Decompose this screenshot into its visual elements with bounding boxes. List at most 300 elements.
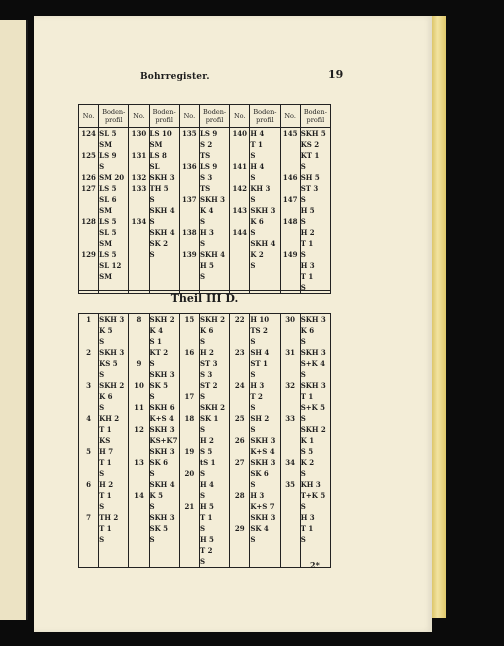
boring-number xyxy=(129,435,148,446)
profile-line: K+S 4 xyxy=(149,414,174,423)
boring-number: 23 xyxy=(234,348,245,357)
boring-number xyxy=(79,369,98,380)
soil-profiles xyxy=(99,128,129,294)
profile-line: SKH 3 xyxy=(300,348,326,357)
boring-number: 31 xyxy=(285,348,296,357)
profile-line: SH 2 xyxy=(250,414,270,423)
header-bodenprofil: Boden- profil xyxy=(149,105,179,128)
profile-line: S xyxy=(99,370,105,379)
profile-line: S xyxy=(199,239,205,248)
profile-line: LS 5 xyxy=(99,250,117,259)
boring-number xyxy=(281,369,300,380)
boring-number: 135 xyxy=(182,129,197,138)
profile-line: S xyxy=(99,469,105,478)
profile-line: SKH 3 xyxy=(99,315,125,324)
boring-number: 130 xyxy=(131,129,147,138)
boring-number xyxy=(129,446,148,457)
boring-number xyxy=(230,479,249,490)
boring-number xyxy=(79,271,98,282)
boring-number xyxy=(79,194,98,205)
boring-number xyxy=(180,523,199,534)
profile-line: H 3 xyxy=(250,491,265,500)
boring-number xyxy=(230,139,249,150)
boring-number xyxy=(180,435,199,446)
profile-line: S xyxy=(300,414,306,423)
profile-line: S 5 xyxy=(199,447,213,456)
profile-line: K 2 xyxy=(250,250,264,259)
profile-line: H 2 xyxy=(300,228,315,237)
boring-number: 20 xyxy=(184,469,195,478)
profile-line: S xyxy=(300,195,306,204)
boring-number: 8 xyxy=(136,315,142,324)
boring-number: 139 xyxy=(182,250,197,259)
profile-line: S xyxy=(149,469,155,478)
profile-line: H 7 xyxy=(99,447,114,456)
boring-number: 5 xyxy=(86,447,92,456)
profile-line: K+S 7 xyxy=(250,502,275,511)
table-body-row xyxy=(79,128,331,294)
boring-number: 9 xyxy=(136,359,142,368)
boring-number xyxy=(230,402,249,413)
profile-line: LS 5 xyxy=(99,184,117,193)
profile-line: K 4 xyxy=(149,326,163,335)
profile-line: S xyxy=(199,337,205,346)
boring-numbers xyxy=(280,128,300,294)
boring-number xyxy=(230,358,249,369)
boring-number xyxy=(79,358,98,369)
profile-line: K 5 xyxy=(149,491,163,500)
profile-line: T 2 xyxy=(250,392,263,401)
profile-line: SKH 3 xyxy=(149,425,175,434)
profile-line: S xyxy=(99,337,105,346)
profile-line: SM xyxy=(99,239,112,248)
profile-line: S xyxy=(300,217,306,226)
boring-number: 30 xyxy=(285,315,296,324)
boring-number: 10 xyxy=(134,381,144,390)
profile-line: SK 5 xyxy=(149,381,168,390)
boring-numbers xyxy=(129,314,149,568)
boring-number xyxy=(180,183,199,194)
profile-line: SKH 2 xyxy=(149,315,175,324)
boring-number xyxy=(230,249,249,260)
boring-number: 126 xyxy=(81,173,96,182)
boring-number xyxy=(129,325,148,336)
boring-number xyxy=(230,216,249,227)
boring-number: 2 xyxy=(86,348,92,357)
profile-line: S xyxy=(149,195,155,204)
boring-number xyxy=(281,435,300,446)
profile-line: S xyxy=(149,217,155,226)
profile-line: SKH 3 xyxy=(250,206,276,215)
soil-profiles xyxy=(149,128,179,294)
boring-numbers xyxy=(79,314,99,568)
profile-line: K 4 xyxy=(199,206,214,215)
boring-number xyxy=(79,523,98,534)
profile-line: SH 4 xyxy=(250,348,270,357)
profile-line: LS 8 xyxy=(149,151,167,160)
profile-line: S xyxy=(250,195,256,204)
profile-line: SK 5 xyxy=(149,524,168,533)
soil-profiles xyxy=(149,314,179,568)
profile-line: SM xyxy=(149,140,163,149)
boring-number xyxy=(79,490,98,501)
profile-line: H 5 xyxy=(199,261,214,270)
profile-line: SKH 4 xyxy=(199,250,225,259)
profile-line: S 3 xyxy=(199,173,213,182)
profile-line: K+S 4 xyxy=(250,447,275,456)
profile-line: S xyxy=(199,491,205,500)
boring-number xyxy=(79,468,98,479)
boring-number: 29 xyxy=(234,524,245,533)
profile-line: SKH 2 xyxy=(300,425,326,434)
profile-line: ST 3 xyxy=(300,184,319,193)
boring-number xyxy=(281,139,300,150)
profile-line: T 1 xyxy=(300,392,314,401)
boring-number xyxy=(180,172,199,183)
profile-line: S 3 xyxy=(199,370,213,379)
boring-number xyxy=(129,501,148,512)
boring-number: 129 xyxy=(81,250,96,259)
profile-line: S xyxy=(99,535,105,544)
boring-number xyxy=(281,424,300,435)
profile-line: S xyxy=(300,370,306,379)
boring-number xyxy=(79,139,98,150)
profile-line: SKH 3 xyxy=(149,173,175,182)
profile-line: SKH 3 xyxy=(300,315,326,324)
profile-line: SKH 4 xyxy=(250,239,276,248)
boring-number xyxy=(230,172,249,183)
boring-number xyxy=(129,468,148,479)
boring-numbers xyxy=(129,128,149,294)
boring-number xyxy=(230,534,249,545)
profile-line: SK 6 xyxy=(149,458,168,467)
profile-line: T 1 xyxy=(99,491,112,500)
facing-page-edge xyxy=(0,20,28,620)
boring-number xyxy=(129,161,148,172)
boring-number: 147 xyxy=(282,195,298,204)
profile-line: SK 1 xyxy=(199,414,219,423)
boring-number xyxy=(129,238,148,249)
profile-line: T 1 xyxy=(300,272,314,281)
boring-number xyxy=(281,402,300,413)
profile-line: K 6 xyxy=(250,217,264,226)
profile-line: SKH 3 xyxy=(99,348,125,357)
profile-line: S xyxy=(99,502,105,511)
soil-profiles xyxy=(199,128,229,294)
profile-line: SM xyxy=(99,272,112,281)
profile-line: S 5 xyxy=(300,447,314,456)
boring-number xyxy=(180,336,199,347)
boring-number xyxy=(129,336,148,347)
profile-line: SKH 5 xyxy=(300,129,326,138)
profile-line: SK 2 xyxy=(149,239,168,248)
boring-number: 17 xyxy=(184,392,195,401)
page-number: 19 xyxy=(328,68,344,81)
boring-number xyxy=(230,468,249,479)
boring-number xyxy=(129,347,148,358)
profile-line: KS 2 xyxy=(300,140,320,149)
boring-number xyxy=(129,512,148,523)
boring-number: 22 xyxy=(234,315,245,324)
boring-number: 136 xyxy=(182,162,197,171)
profile-line: T 1 xyxy=(300,239,314,248)
profile-line: S xyxy=(199,392,205,401)
profile-line: H 2 xyxy=(99,480,114,489)
profile-line: KH 2 xyxy=(99,414,120,423)
profile-line: S xyxy=(250,173,256,182)
boring-number: 11 xyxy=(134,403,144,412)
boring-number: 137 xyxy=(182,195,197,204)
boring-number xyxy=(230,238,249,249)
boring-number: 12 xyxy=(134,425,144,434)
profile-line: H 5 xyxy=(199,535,214,544)
profile-line: S xyxy=(250,425,256,434)
profile-line: SKH 3 xyxy=(250,436,276,445)
profile-line: LS 10 xyxy=(149,129,172,138)
profile-line: S xyxy=(149,250,155,259)
profile-line: SKH 4 xyxy=(149,480,175,489)
header-no: No. xyxy=(230,105,250,128)
profile-line: TS xyxy=(199,184,211,193)
boring-number xyxy=(79,205,98,216)
boring-number xyxy=(281,391,300,402)
profile-line: S xyxy=(300,535,306,544)
boring-number xyxy=(129,205,148,216)
boring-number xyxy=(230,424,249,435)
boring-number xyxy=(79,435,98,446)
profile-line: SL 5 xyxy=(99,129,117,138)
sheet-signature: 2* xyxy=(310,560,320,570)
boring-number xyxy=(180,139,199,150)
boring-number: 142 xyxy=(232,184,248,193)
boring-number xyxy=(180,402,199,413)
profile-line: T 1 xyxy=(199,513,213,522)
boring-numbers xyxy=(230,128,250,294)
boring-number xyxy=(281,358,300,369)
soil-profiles xyxy=(250,314,280,568)
profile-line: S xyxy=(250,337,256,346)
boring-number: 13 xyxy=(134,458,144,467)
profile-line: SKH 3 xyxy=(250,458,276,467)
boring-number xyxy=(180,216,199,227)
profile-line: K 5 xyxy=(99,326,113,335)
profile-line: K 2 xyxy=(300,458,315,467)
boring-number xyxy=(79,260,98,271)
profile-line: LS 9 xyxy=(199,162,218,171)
profile-line: K 1 xyxy=(300,436,315,445)
profile-line: KH 3 xyxy=(250,184,271,193)
boring-number xyxy=(230,369,249,380)
profile-line: T 1 xyxy=(250,140,263,149)
profile-line: S xyxy=(300,250,306,259)
boring-numbers xyxy=(280,314,300,568)
boring-number: 133 xyxy=(131,184,147,193)
boring-number: 1 xyxy=(86,315,92,324)
profile-line: SM xyxy=(99,140,112,149)
profile-line: LS 9 xyxy=(199,129,218,138)
boring-number xyxy=(230,391,249,402)
boring-number: 131 xyxy=(131,151,147,160)
boring-number: 146 xyxy=(282,173,298,182)
profile-line: SM xyxy=(99,206,112,215)
soil-profiles xyxy=(250,128,280,294)
header-no: No. xyxy=(79,105,99,128)
running-head: Bohrregister. xyxy=(140,72,210,82)
profile-line: H 10 xyxy=(250,315,270,324)
boring-numbers xyxy=(79,128,99,294)
boring-number xyxy=(79,501,98,512)
boring-number xyxy=(79,457,98,468)
boring-number: 143 xyxy=(232,206,248,215)
boring-number xyxy=(129,479,148,490)
boring-number: 6 xyxy=(86,480,92,489)
boring-number xyxy=(281,161,300,172)
boring-number xyxy=(281,336,300,347)
boring-number: 125 xyxy=(81,151,96,160)
header-no: No. xyxy=(280,105,300,128)
profile-line: SH 5 xyxy=(300,173,320,182)
soil-profiles xyxy=(199,314,229,568)
boring-number: 127 xyxy=(81,184,96,193)
boring-number xyxy=(129,391,148,402)
boring-number: 14 xyxy=(134,491,144,500)
profile-line: K 6 xyxy=(99,392,113,401)
boring-number xyxy=(180,490,199,501)
header-no: No. xyxy=(179,105,199,128)
profile-line: H 4 xyxy=(250,162,265,171)
boring-number xyxy=(230,512,249,523)
profile-line: S xyxy=(300,469,306,478)
boring-number xyxy=(180,260,199,271)
header-bodenprofil: Boden- profil xyxy=(300,105,330,128)
profile-line: S 1 xyxy=(149,337,162,346)
profile-line: KT 1 xyxy=(300,151,320,160)
boring-number: 32 xyxy=(285,381,296,390)
profile-line: S xyxy=(99,162,105,171)
profile-line: ST 2 xyxy=(199,381,218,390)
profile-line: SKH 2 xyxy=(199,403,225,412)
boring-number: 145 xyxy=(282,129,298,138)
profile-line: TH 5 xyxy=(149,184,169,193)
profile-line: SK 4 xyxy=(250,524,269,533)
boring-number xyxy=(129,249,148,260)
boring-number: 25 xyxy=(234,414,245,423)
boring-number: 4 xyxy=(86,414,92,423)
boring-number xyxy=(129,139,148,150)
boring-number xyxy=(79,336,98,347)
profile-line: KS xyxy=(99,436,111,445)
profile-line: S+K 4 xyxy=(300,359,326,368)
boring-number xyxy=(180,358,199,369)
boring-number xyxy=(180,512,199,523)
profile-line: H 4 xyxy=(199,480,214,489)
boring-numbers xyxy=(179,314,199,568)
profile-line: S xyxy=(199,524,205,533)
profile-line: TS 2 xyxy=(250,326,268,335)
profile-line: H 5 xyxy=(300,206,315,215)
profile-line: TS xyxy=(199,151,211,160)
register-table-top xyxy=(78,104,331,294)
boring-number xyxy=(230,150,249,161)
boring-number xyxy=(230,336,249,347)
boring-number xyxy=(281,227,300,238)
boring-number xyxy=(180,325,199,336)
boring-numbers xyxy=(179,128,199,294)
boring-number xyxy=(230,325,249,336)
profile-line: K 6 xyxy=(199,326,214,335)
boring-number xyxy=(129,369,148,380)
profile-line: SKH 2 xyxy=(99,381,125,390)
page-stack-edge xyxy=(432,16,446,618)
profile-line: TH 2 xyxy=(99,513,119,522)
register-table-bottom xyxy=(78,313,331,568)
soil-profiles xyxy=(300,128,330,294)
profile-line: T 1 xyxy=(99,458,112,467)
boring-number: 18 xyxy=(184,414,195,423)
profile-line: T 1 xyxy=(300,524,314,533)
profile-line: S xyxy=(199,557,205,566)
profile-line: T 1 xyxy=(99,524,112,533)
boring-number: 134 xyxy=(131,217,147,226)
profile-line: T 2 xyxy=(199,546,213,555)
soil-profiles xyxy=(99,314,129,568)
profile-line: S xyxy=(250,151,256,160)
profile-line: S xyxy=(300,337,306,346)
profile-line: K 6 xyxy=(300,326,315,335)
profile-line: S xyxy=(149,392,155,401)
boring-number: 141 xyxy=(232,162,248,171)
profile-line: SL 6 xyxy=(99,195,117,204)
profile-line: S 2 xyxy=(199,140,213,149)
boring-number xyxy=(79,402,98,413)
boring-number xyxy=(180,150,199,161)
boring-number xyxy=(281,238,300,249)
profile-line: SKH 3 xyxy=(149,513,175,522)
profile-line: S xyxy=(149,502,155,511)
boring-number xyxy=(281,446,300,457)
boring-number xyxy=(79,238,98,249)
boring-number xyxy=(79,391,98,402)
boring-number xyxy=(180,479,199,490)
profile-line: S xyxy=(199,217,205,226)
profile-line: SKH 6 xyxy=(149,403,175,412)
profile-line: H 4 xyxy=(250,129,265,138)
boring-number: 128 xyxy=(81,217,96,226)
profile-line: S xyxy=(300,502,306,511)
boring-number xyxy=(281,205,300,216)
boring-number xyxy=(281,260,300,271)
boring-number: 140 xyxy=(232,129,248,138)
profile-line: S+K 5 xyxy=(300,403,326,412)
boring-number: 28 xyxy=(234,491,245,500)
boring-number: 3 xyxy=(86,381,92,390)
boring-number: 19 xyxy=(184,447,195,456)
boring-number xyxy=(230,501,249,512)
boring-number xyxy=(129,227,148,238)
boring-number: 27 xyxy=(234,458,245,467)
table-body-row xyxy=(79,314,331,568)
boring-number xyxy=(129,194,148,205)
boring-number: 144 xyxy=(232,228,248,237)
profile-line: ST 1 xyxy=(250,359,268,368)
profile-line: S xyxy=(250,261,256,270)
profile-line: ST 3 xyxy=(199,359,218,368)
boring-number xyxy=(180,205,199,216)
profile-line: S xyxy=(199,469,205,478)
profile-line: SKH 3 xyxy=(250,513,276,522)
profile-line: KS 5 xyxy=(99,359,118,368)
profile-line: SKH 3 xyxy=(199,195,225,204)
